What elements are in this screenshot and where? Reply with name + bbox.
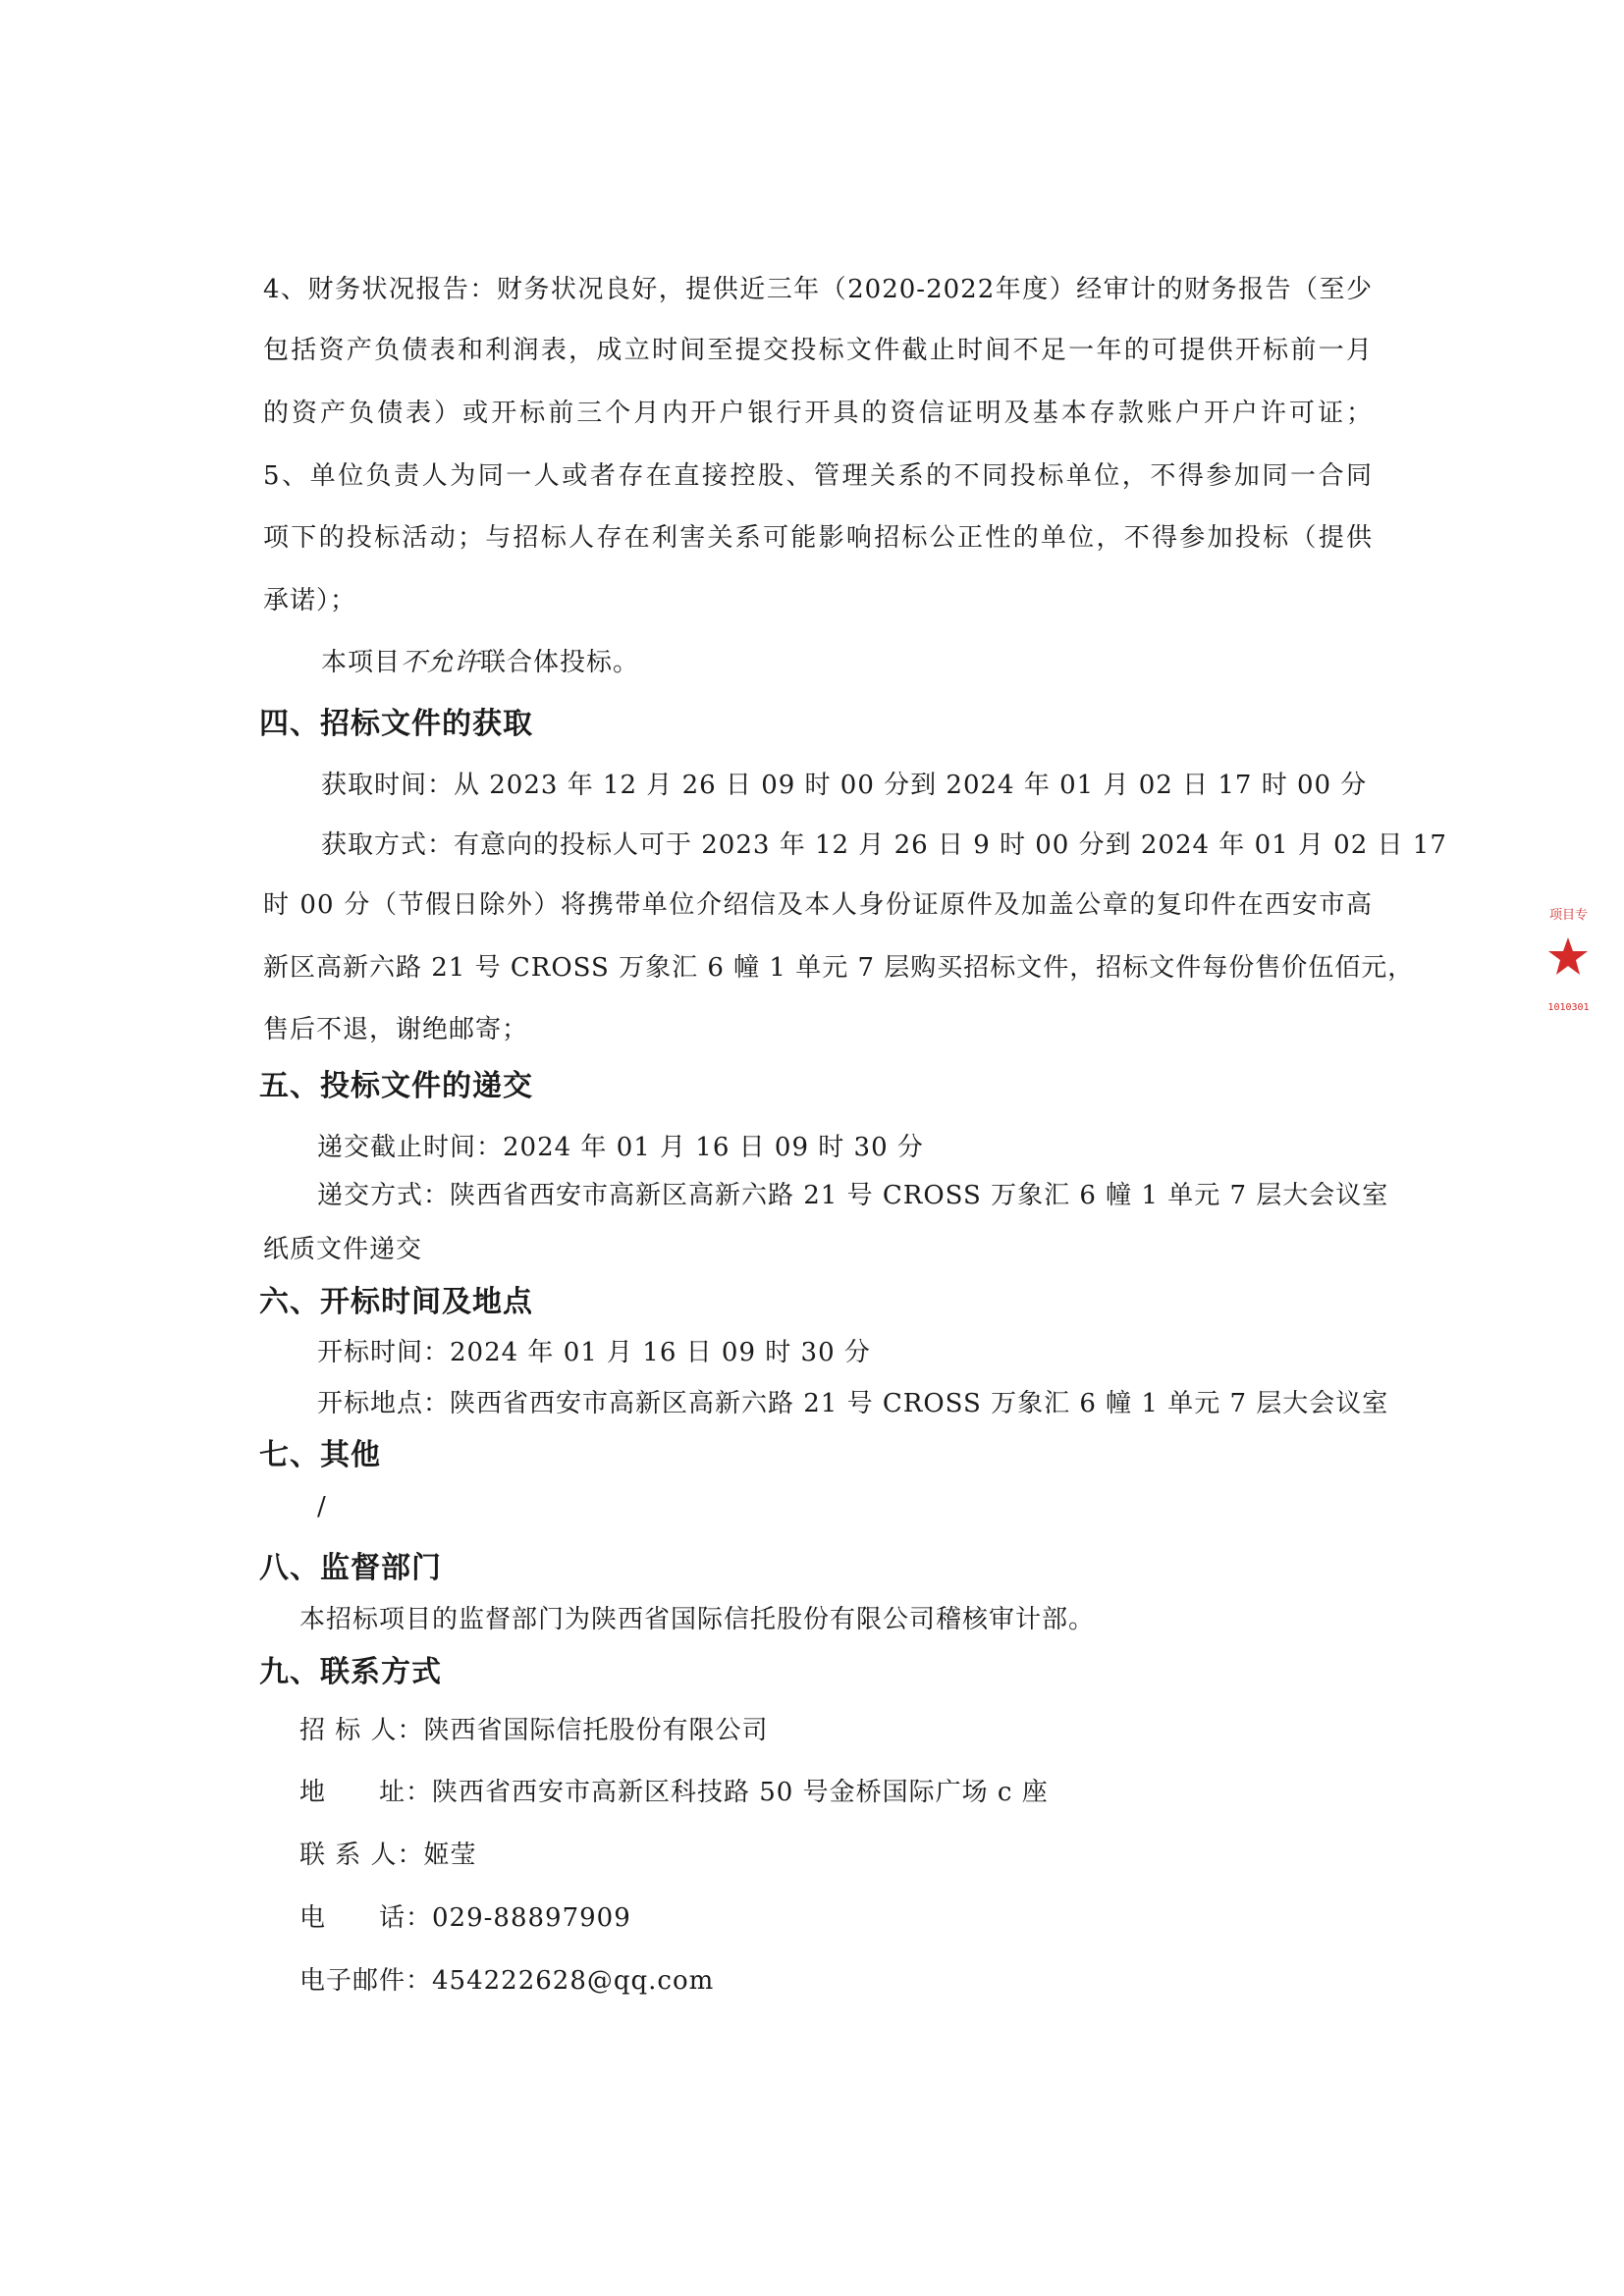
submission-method-line1: 递交方式：陕西省西安市高新区高新六路 21 号 CROSS 万象汇 6 幢 1 单元 7 层大会议室	[317, 1181, 1389, 1210]
submission-deadline: 递交截止时间：2024 年 01 月 16 日 09 时 30 分	[317, 1133, 924, 1162]
submission-method-line2: 纸质文件递交	[263, 1235, 423, 1264]
consortium-prefix: 本项目	[321, 648, 402, 677]
section5-heading: 五、投标文件的递交	[259, 1069, 533, 1103]
section7-heading: 七、其他	[259, 1438, 381, 1472]
item5-line2: 项下的投标活动；与招标人存在利害关系可能影响招标公正性的单位，不得参加投标（提供	[263, 523, 1373, 553]
obtain-method-line2: 时 00 分（节假日除外）将携带单位介绍信及本人身份证原件及加盖公章的复印件在西安市高	[263, 890, 1373, 920]
obtain-method-line3: 新区高新六路 21 号 CROSS 万象汇 6 幢 1 单元 7 层购买招标文件，招标文件每份售价伍佰元，	[263, 953, 1415, 983]
obtain-time: 获取时间：从 2023 年 12 月 26 日 09 时 00 分到 2024 年 01 月 02 日 17 时 00 分	[321, 771, 1368, 800]
section9-heading: 九、联系方式	[259, 1655, 442, 1689]
section4-heading: 四、招标文件的获取	[259, 707, 533, 741]
item4-line1: 4、财务状况报告：财务状况良好，提供近三年（2020-2022年度）经审计的财务报告（至少	[263, 275, 1373, 304]
item4-line2: 包括资产负债表和利润表，成立时间至提交投标文件截止时间不足一年的可提供开标前一月	[263, 336, 1373, 365]
section8-heading: 八、监督部门	[259, 1551, 442, 1585]
contact-address: 地 址：陕西省西安市高新区科技路 50 号金桥国际广场 c 座	[299, 1778, 1049, 1807]
contact-person: 联 系 人：姬莹	[299, 1841, 477, 1870]
consortium-note	[321, 645, 639, 680]
seal-bottom-text: 1010301	[1547, 1002, 1590, 1013]
item5-line3: 承诺）；	[263, 586, 357, 615]
obtain-method-line4: 售后不退，谢绝邮寄；	[263, 1015, 529, 1044]
consortium-mark: 不允许	[401, 648, 481, 677]
other-content: /	[317, 1492, 327, 1522]
supervision-content: 本招标项目的监督部门为陕西省国际信托股份有限公司稽核审计部。	[299, 1605, 1096, 1634]
obtain-method-line1: 获取方式：有意向的投标人可于 2023 年 12 月 26 日 9 时 00 分到 2024 年 01 月 02 日 17	[321, 830, 1447, 860]
contact-email: 电子邮件：454222628@qq.com	[299, 1966, 715, 1996]
contact-phone: 电 话：029-88897909	[299, 1903, 631, 1933]
section6-heading: 六、开标时间及地点	[259, 1285, 533, 1319]
contact-tenderer: 招 标 人：陕西省国际信托股份有限公司	[299, 1716, 769, 1745]
seal-star-icon	[1546, 935, 1590, 979]
seal-top-text: 项目专	[1548, 908, 1588, 923]
red-seal	[1542, 908, 1596, 1026]
opening-place: 开标地点：陕西省西安市高新区高新六路 21 号 CROSS 万象汇 6 幢 1 单元 7 层大会议室	[317, 1389, 1389, 1418]
item4-line3: 的资产负债表）或开标前三个月内开户银行开具的资信证明及基本存款账户开户许可证；	[263, 399, 1373, 428]
opening-time: 开标时间：2024 年 01 月 16 日 09 时 30 分	[317, 1338, 871, 1367]
consortium-suffix: 联合体投标。	[480, 648, 640, 677]
item5-line1: 5、单位负责人为同一人或者存在直接控股、管理关系的不同投标单位，不得参加同一合同	[263, 461, 1373, 491]
